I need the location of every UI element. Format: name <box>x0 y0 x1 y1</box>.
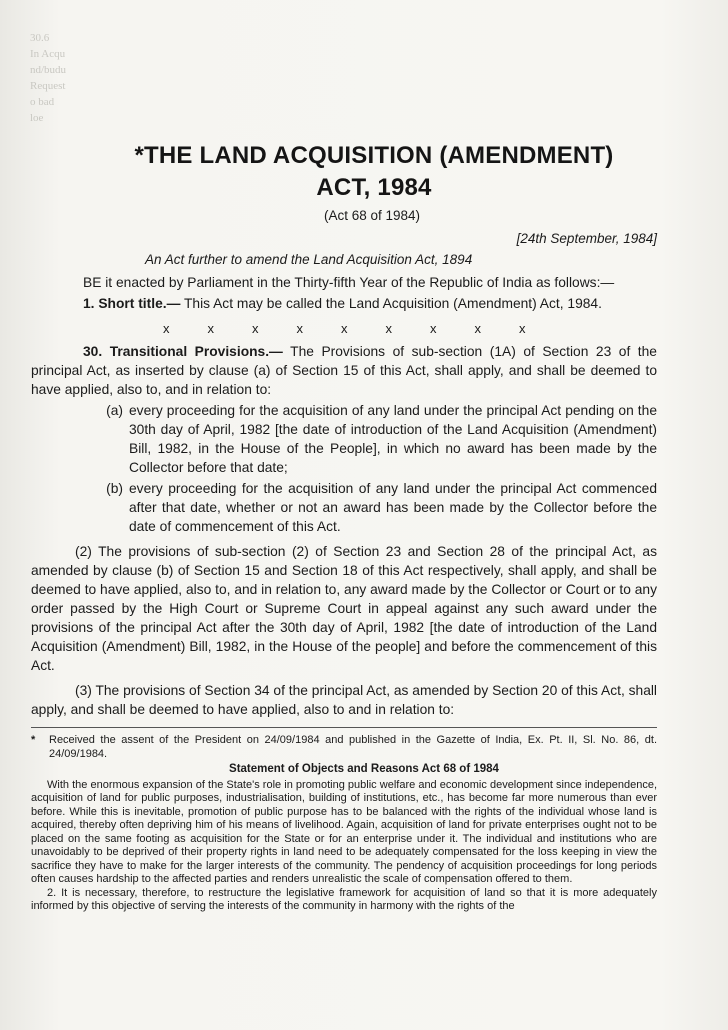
section-30 <box>31 342 657 399</box>
assent-note <box>31 734 657 761</box>
footnote-divider <box>31 727 657 728</box>
section-1 <box>31 294 657 313</box>
omission-mark: x <box>385 321 392 336</box>
document-content <box>31 140 657 914</box>
omission-mark: x <box>207 321 214 336</box>
clause-b-label: (b) <box>106 481 123 496</box>
sub-section-3: (3) The provisions of Section 34 of the principal Act, as amended by Section 20 of this Act, shall apply, and shall be deemed to have applied, also to and in relation to: <box>31 683 657 717</box>
omission-mark: x <box>474 321 481 336</box>
bleed-line: Request <box>30 80 66 92</box>
clause-a-text: every proceeding for the acquisition of any land under the principal Act pending on the 30th day of April, 1982 [the date of introduction of the Land Acquisition (Amendment) Bill, 1982, in the House of the People], in which no award has been made by the Collector before that date; <box>129 403 657 475</box>
bleed-line: o bad <box>30 96 55 108</box>
omission-mark: x <box>519 321 526 336</box>
footnote <box>31 734 657 914</box>
omission-mark: x <box>430 321 437 336</box>
section-30-number: 30. <box>83 344 103 359</box>
omission-mark: x <box>252 321 259 336</box>
sub-section-2: (2) The provisions of sub-section (2) of Section 23 and Section 28 of the principal Act, as amended by clause (b) of Section 15 and Section 18 of this Act respectively, shall apply, and shall be deemed to have applied, also to, and in relation to, any award made by the Collector or Court or to any order passed by the High Court or Supreme Court in appeal against any such award under the provisions of the principal Act after the 30th day of April, 1982 [the date of introduction of the Land Acquisition (Amendment) Bill, 1982, in the House of the people] and before the commencement of this Act. <box>31 544 657 673</box>
omission-mark: x <box>163 321 170 336</box>
bleed-line: nd/budu <box>30 64 67 76</box>
clause-b <box>31 479 657 536</box>
bleed-line: loe <box>30 112 44 124</box>
act-title <box>91 140 657 204</box>
sor-title: Statement of Objects and Reasons Act 68 of 1984 <box>229 763 499 775</box>
omission-marks <box>163 321 657 336</box>
bleed-line: In Acqu <box>30 48 66 60</box>
omission-mark: x <box>341 321 348 336</box>
sor-paragraph-1: With the enormous expansion of the State's role in promoting public welfare and economic development since independence, acquisition of land for public purposes, industrialisation, building of institutions, etc., has become far more numerous than ever before. While this is inevitable, promotion of public purpose has to be balanced with the rights of the individual whose land is acquired, thereby often depriving him of his means of livelihood. Again, acquisition of land for private enterprises ought not to be placed on the same footing as acquisition for the State or for an enterprise under it. The individual and institutions who are unavoidably to be deprived of their property rights in land need to be adequately compensated for the loss keeping in view the sacrifice they have to make for the larger interests of the community. The pendency of acquisition proceedings for long periods often causes hardship to the affected parties and renders unrealistic the scale of compensation offered to them. <box>31 778 657 885</box>
clause-b-text: every proceeding for the acquisition of any land under the principal Act commenced after that date, whether or not an award has been made by the Collector before the date of commencement of this Act. <box>129 481 657 534</box>
section-1-text: This Act may be called the Land Acquisition (Amendment) Act, 1984. <box>183 296 602 311</box>
title-line-2: ACT, 1984 <box>316 174 432 201</box>
act-number: (Act 68 of 1984) <box>323 208 421 223</box>
sor-paragraph-2: 2. It is necessary, therefore, to restructure the legislative framework for acquisition of land so that it is more adequately informed by this objective of serving the interests of the community in harmony with the rights of the <box>31 886 657 912</box>
title-line-1: *THE LAND ACQUISITION (AMENDMENT) <box>134 142 614 169</box>
section-30-heading: Transitional Provisions.— <box>109 344 283 359</box>
bleed-through-text <box>30 30 110 126</box>
omission-mark: x <box>296 321 303 336</box>
bleed-line: 30.6 <box>30 32 50 44</box>
section-1-heading: Short title.— <box>98 296 181 311</box>
section-30-text: The Provisions of sub-section (1A) of Section 23 of the principal Act, as inserted by clause (a) of Section 15 of this Act, shall apply, and shall be deemed to have applied, also to, and in relation to: <box>31 344 657 397</box>
footnote-star: * <box>31 734 36 746</box>
assent-text: Received the assent of the President on 24/09/1984 and published in the Gazette of India, Ex. Pt. II, Sl. No. 86, dt. 24/09/1984. <box>49 734 657 760</box>
enacting-formula: BE it enacted by Parliament in the Thirty-fifth Year of the Republic of India as follows:— <box>83 275 615 290</box>
clause-a-label: (a) <box>106 403 123 418</box>
section-1-number: 1. <box>83 296 95 311</box>
act-date: [24th September, 1984] <box>516 231 657 246</box>
long-title: An Act further to amend the Land Acquisition Act, 1894 <box>145 252 473 267</box>
clause-a <box>31 401 657 477</box>
